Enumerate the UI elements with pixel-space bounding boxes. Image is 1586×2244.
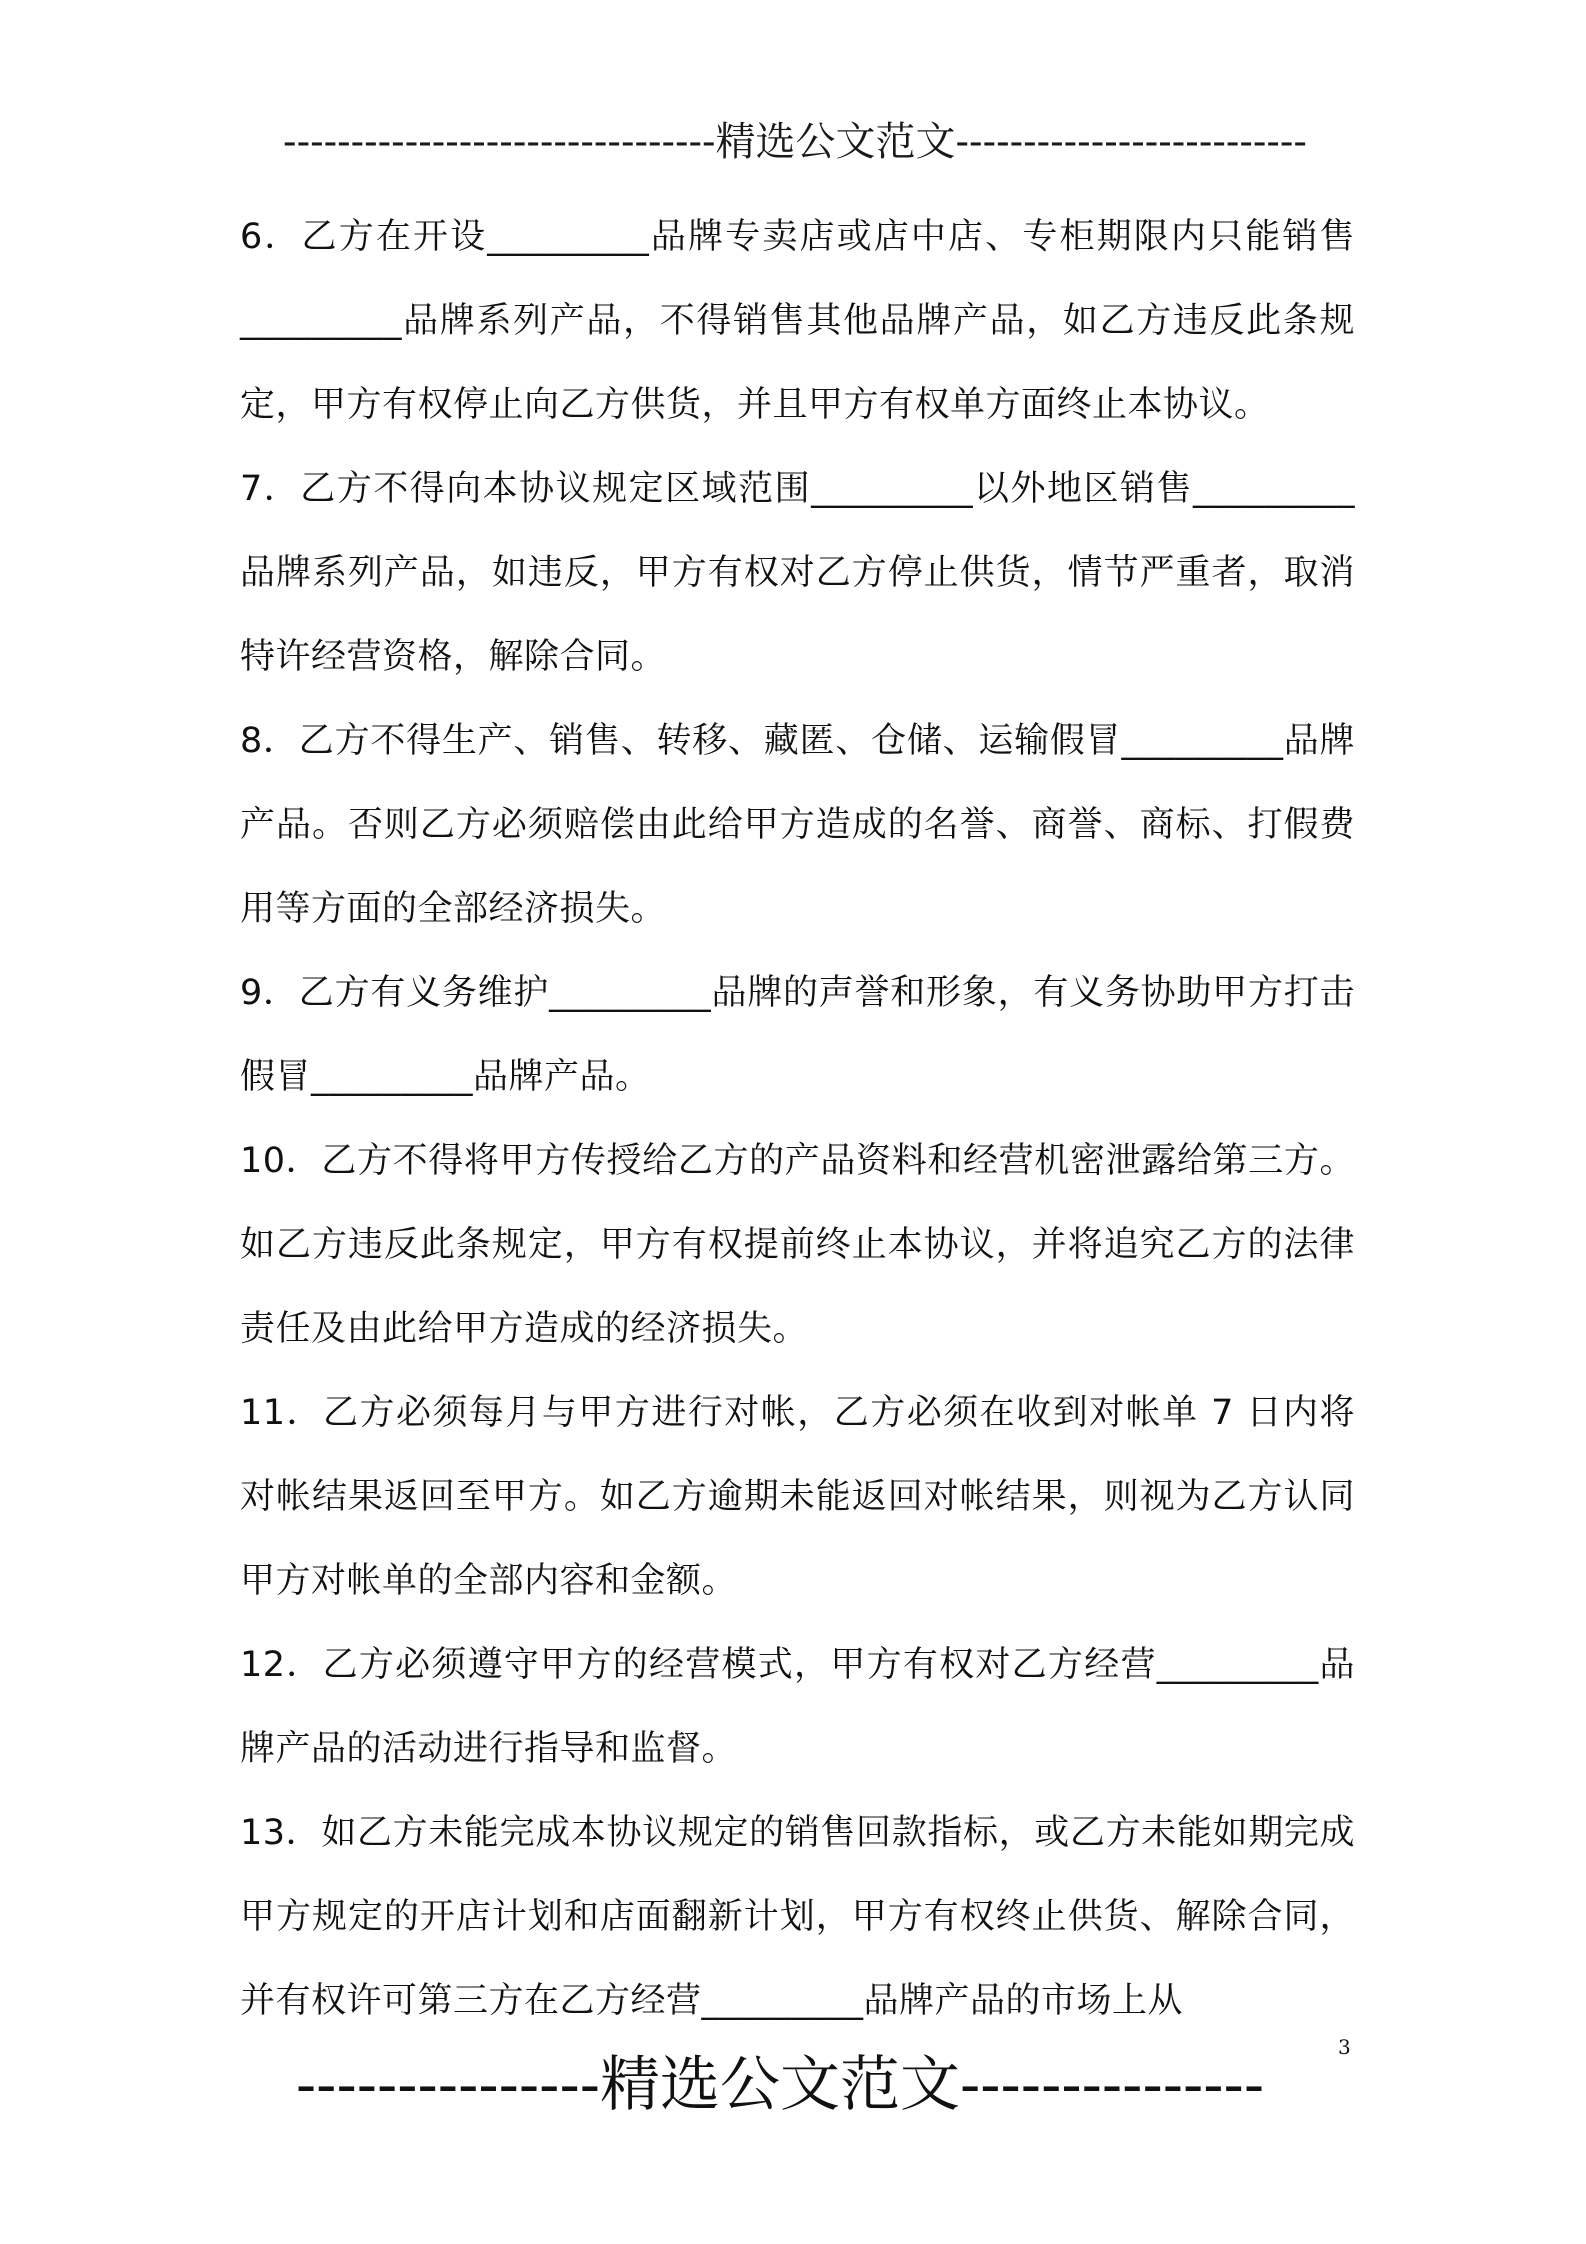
clause-9: 9．乙方有义务维护_________品牌的声誉和形象，有义务协助甲方打击假冒_________品牌产品。 (240, 973, 1355, 1097)
clause-7: 7．乙方不得向本协议规定区域范围_________以外地区销售_________品牌系列产品，如违反，甲方有权对乙方停止供货，情节严重者，取消特许经营资格，解除合同。 (240, 469, 1355, 677)
clause-8: 8．乙方不得生产、销售、转移、藏匿、仓储、运输假冒_________品牌产品。否则乙方必须赔偿由此给甲方造成的名誉、商誉、商标、打假费用等方面的全部经济损失。 (240, 721, 1355, 929)
page-header: --------------------------------精选公文范文-------------------------- (283, 119, 1307, 165)
clause-11: 11．乙方必须每月与甲方进行对帐，乙方必须在收到对帐单 7 日内将对帐结果返回至甲方。如乙方逾期未能返回对帐结果，则视为乙方认同甲方对帐单的全部内容和金额。 (240, 1393, 1355, 1601)
clause-10: 10．乙方不得将甲方传授给乙方的产品资料和经营机密泄露给第三方。如乙方违反此条规定，甲方有权提前终止本协议，并将追究乙方的法律责任及由此给甲方造成的经济损失。 (240, 1141, 1355, 1349)
document-body (240, 195, 1355, 2043)
page-footer: ---------------精选公文范文--------------- (295, 2050, 1265, 2120)
clause-13: 13．如乙方未能完成本协议规定的销售回款指标，或乙方未能如期完成甲方规定的开店计划和店面翻新计划，甲方有权终止供货、解除合同，并有权许可第三方在乙方经营_________品牌产品的市场上从 (240, 1813, 1355, 2021)
clause-6: 6．乙方在开设_________品牌专卖店或店中店、专柜期限内只能销售_________品牌系列产品，不得销售其他品牌产品，如乙方违反此条规定，甲方有权停止向乙方供货，并且甲方有权单方面终止本协议。 (240, 217, 1355, 425)
clause-12: 12．乙方必须遵守甲方的经营模式，甲方有权对乙方经营_________品牌产品的活动进行指导和监督。 (240, 1645, 1355, 1769)
page-number: 3 (1338, 2035, 1351, 2059)
